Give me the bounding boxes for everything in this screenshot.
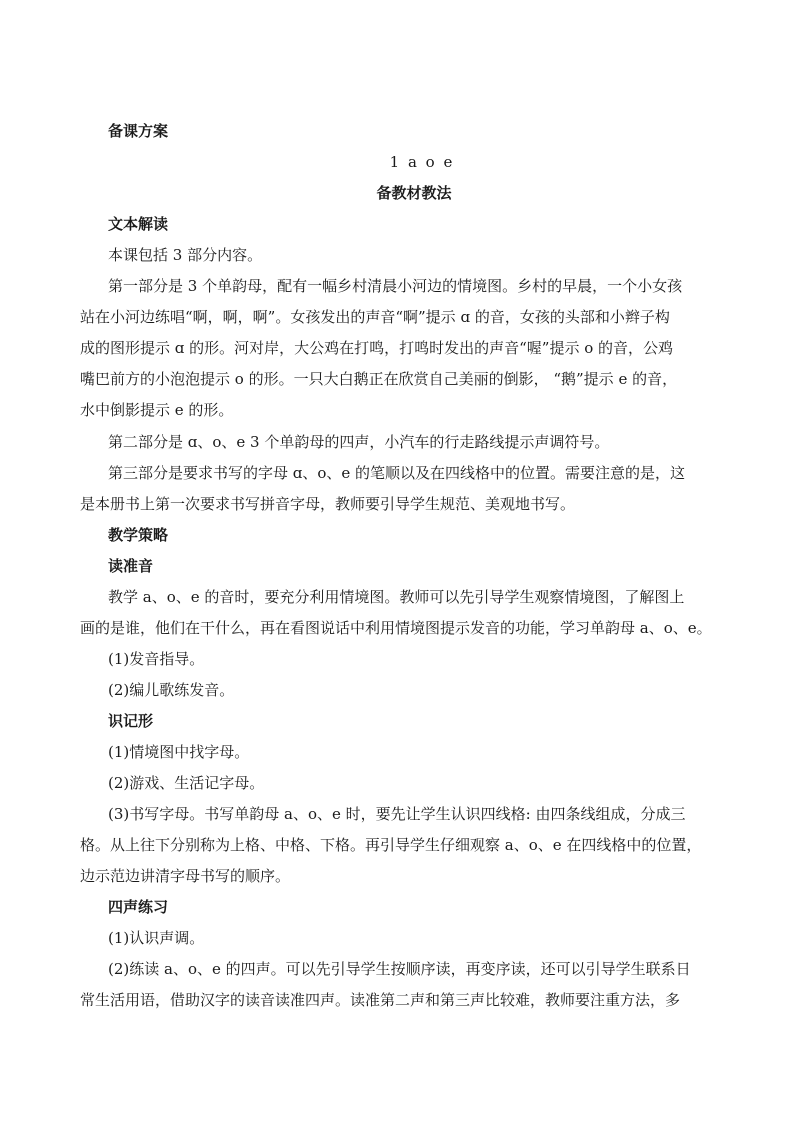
part1-line-3: 成的图形提示 ɑ 的形。河对岸，大公鸡在打鸣，打鸣时发出的声音“喔”提示 o 的音，公鸡 xyxy=(80,339,674,357)
pronunciation-item-1: (1)发音指导。 xyxy=(108,650,205,668)
part1-line-4: 嘴巴前方的小泡泡提示 o 的形。一只大白鹅正在欣赏自己美丽的倒影， “鹅”提示 e 的音， xyxy=(80,370,678,388)
tones-item2-line-1: (2)练读 a、o、e 的四声。可以先引导学生按顺序读，再变序读，还可以引导学生联系日 xyxy=(108,960,691,978)
part1-line-1: 第一部分是 3 个单韵母，配有一幅乡村清晨小河边的情境图。乡村的早晨，一个小女孩 xyxy=(108,277,683,295)
section-title: 备教材教法 xyxy=(376,184,452,202)
part1-line-2: 站在小河边练唱“啊，啊，啊”。女孩发出的声音“啊”提示 ɑ 的音，女孩的头部和小辫子构 xyxy=(80,308,670,326)
pronunciation-line-1: 教学 a、o、e 的音时，要充分利用情境图。教师可以先引导学生观察情境图，了解图上 xyxy=(108,588,685,606)
tones-item2-line-2: 常生活用语，借助汉字的读音读准四声。读准第二声和第三声比较难，教师要注重方法，多 xyxy=(80,991,681,1009)
tones-item-1: (1)认识声调。 xyxy=(108,929,205,947)
shape-item-1: (1)情境图中找字母。 xyxy=(108,743,250,761)
shape-item-2: (2)游戏、生活记字母。 xyxy=(108,774,265,792)
doc-label: 备课方案 xyxy=(108,122,169,140)
lesson-title: 1 a o e xyxy=(389,153,455,171)
heading-pronunciation: 读准音 xyxy=(108,557,154,575)
pronunciation-item-2: (2)编儿歌练发音。 xyxy=(108,681,235,699)
part3-line-2: 是本册书上第一次要求书写拼音字母，教师要引导学生规范、美观地书写。 xyxy=(80,495,576,513)
pronunciation-line-2: 画的是谁，他们在干什么，再在看图说话中利用情境图提示发音的功能，学习单韵母 a、o、e。 xyxy=(80,619,712,637)
heading-shape: 识记形 xyxy=(108,712,154,730)
heading-strategy: 教学策略 xyxy=(108,526,169,544)
shape-item3-line-2: 格。从上往下分别称为上格、中格、下格。再引导学生仔细观察 a、o、e 在四线格中的位置， xyxy=(80,836,702,854)
intro-paragraph: 本课包括 3 部分内容。 xyxy=(108,246,263,264)
part2-paragraph: 第二部分是 ɑ、o、e 3 个单韵母的四声，小汽车的行走路线提示声调符号。 xyxy=(108,433,610,451)
shape-item3-line-3: 边示范边讲清字母书写的顺序。 xyxy=(80,867,291,885)
heading-text-analysis: 文本解读 xyxy=(108,215,169,233)
shape-item3-line-1: (3)书写字母。书写单韵母 a、o、e 时，要先让学生认识四线格: 由四条线组成，分成三 xyxy=(108,805,686,823)
part1-line-5: 水中倒影提示 e 的形。 xyxy=(80,401,234,419)
heading-tones: 四声练习 xyxy=(108,898,169,916)
part3-line-1: 第三部分是要求书写的字母 ɑ、o、e 的笔顺以及在四线格中的位置。需要注意的是，这 xyxy=(108,464,686,482)
